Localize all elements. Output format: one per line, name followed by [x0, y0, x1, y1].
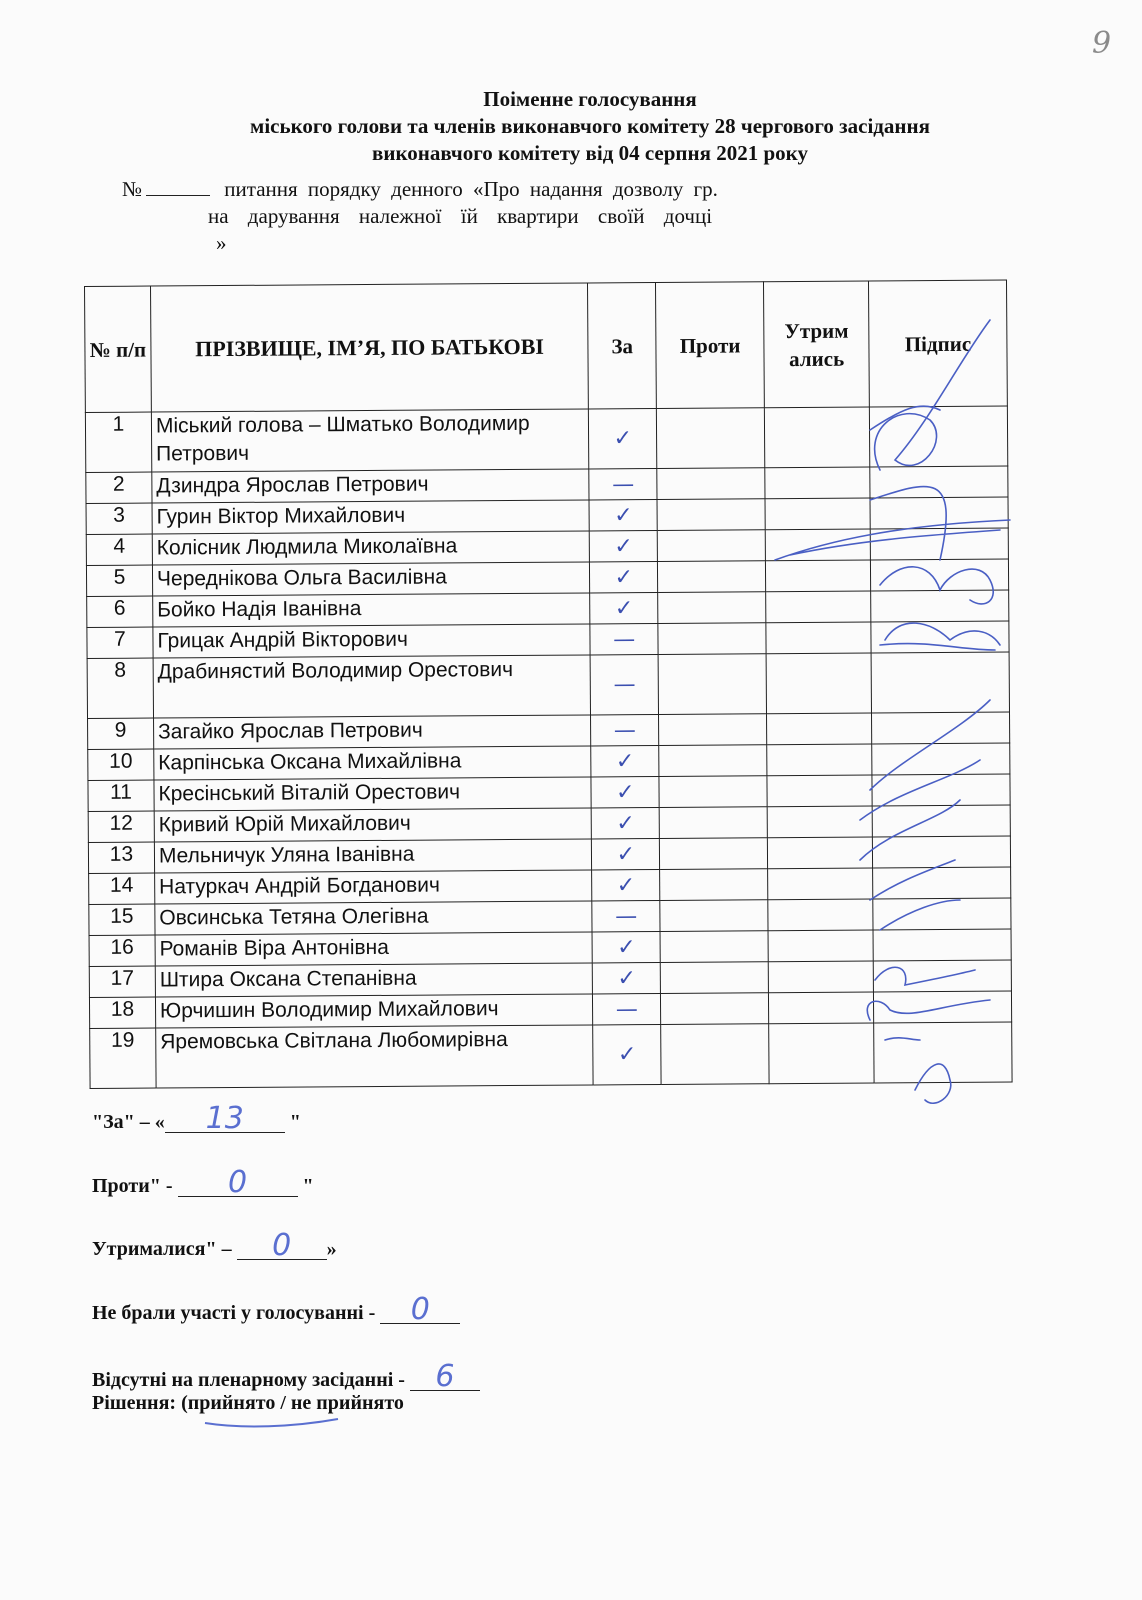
- summary-against-label: Проти" -: [92, 1175, 173, 1197]
- summary-not-participated-value: 0: [380, 1297, 460, 1324]
- voting-table-container: [84, 280, 1013, 1080]
- member-name: Юрчишин Володимир Михайлович: [155, 994, 593, 1028]
- table-header-row: [85, 280, 1008, 412]
- signature-cell: [873, 867, 1011, 899]
- summary-abstained: [92, 1228, 337, 1263]
- vote-abstained-cell: [769, 1023, 874, 1084]
- vote-abstained-cell: [766, 591, 871, 623]
- vote-against-cell: [658, 623, 766, 655]
- vote-against-cell: [657, 499, 765, 531]
- agenda-line-2: на дарування належної їй квартири своїй дочці: [208, 204, 713, 228]
- vote-against-cell: [661, 1024, 769, 1085]
- member-name: Драбинястий Володимир Орестович: [153, 655, 591, 718]
- vote-against-cell: [659, 776, 767, 808]
- row-number: 10: [88, 749, 154, 780]
- signature-cell: [872, 805, 1010, 837]
- header-subtitle: міського голови та членів виконавчого комітету 28 чергового засідання: [250, 114, 930, 138]
- member-name: Колісник Людмила Миколаївна: [152, 531, 590, 565]
- vote-against-cell: [658, 561, 766, 593]
- summary-not-participated-label: Не брали участі у голосуванні -: [92, 1302, 376, 1324]
- row-number: 17: [89, 966, 155, 997]
- vote-for-mark: ✓: [592, 931, 660, 962]
- vote-for-mark: ✓: [592, 869, 660, 900]
- summary-absent-label: Відсутні на пленарному засіданні -: [92, 1369, 405, 1391]
- row-number: 9: [88, 718, 154, 749]
- decision-handwritten-underline: [203, 1413, 343, 1433]
- vote-for-mark: ✓: [591, 776, 659, 807]
- voting-table: [84, 280, 1013, 1089]
- member-name: Грицак Андрій Вікторович: [153, 624, 591, 658]
- signature-cell: [872, 712, 1010, 744]
- header-title: Поіменне голосування: [483, 87, 697, 111]
- signature-cell: [872, 774, 1010, 806]
- vote-for-mark: —: [591, 714, 659, 745]
- summary-abstained-value: 0: [237, 1233, 327, 1260]
- vote-against-cell: [659, 807, 767, 839]
- vote-against-cell: [660, 869, 768, 901]
- vote-against-cell: [657, 530, 765, 562]
- vote-against-cell: [660, 900, 768, 932]
- agenda-number-label: №: [122, 177, 143, 201]
- vote-for-mark: ✓: [590, 593, 658, 624]
- vote-against-cell: [657, 468, 765, 500]
- header-date-line: виконавчого комітету від 04 серпня 2021 року: [372, 141, 808, 165]
- header-name: ПРІЗВИЩЕ, ІМ’Я, ПО БАТЬКОВІ: [150, 283, 588, 412]
- row-number: 3: [86, 503, 152, 534]
- row-number: 2: [86, 472, 152, 503]
- signature-cell: [873, 929, 1011, 961]
- vote-abstained-cell: [766, 622, 871, 654]
- member-name: Гурин Віктор Михайлович: [152, 500, 590, 534]
- vote-abstained-cell: [766, 653, 871, 714]
- vote-for-mark: —: [590, 624, 658, 655]
- member-name: Дзиндра Ярослав Петрович: [152, 469, 590, 503]
- table-row: [85, 406, 1007, 472]
- signature-cell: [871, 621, 1009, 653]
- vote-abstained-cell: [765, 467, 870, 499]
- table-body: [85, 406, 1012, 1088]
- header-against: Проти: [656, 282, 765, 409]
- vote-for-mark: ✓: [589, 500, 657, 531]
- vote-for-mark: ✓: [593, 1024, 661, 1084]
- row-number: 5: [86, 565, 152, 596]
- summary-for-close: ": [289, 1111, 301, 1133]
- vote-against-cell: [659, 745, 767, 777]
- summary-abstained-label: Утрималися" –: [92, 1238, 232, 1260]
- document-header: [100, 86, 1080, 167]
- member-name: Овсинська Тетяна Олегівна: [155, 901, 593, 935]
- signature-cell: [874, 1022, 1012, 1083]
- signature-cell: [870, 528, 1008, 560]
- vote-for-mark: ✓: [591, 807, 659, 838]
- vote-abstained-cell: [768, 868, 873, 900]
- summary-for: [92, 1101, 301, 1136]
- summary-against-value: 0: [178, 1170, 298, 1197]
- row-number: 6: [87, 596, 153, 627]
- row-number: 18: [89, 997, 155, 1028]
- vote-against-cell: [658, 592, 766, 624]
- summary-for-label: "За" – «: [92, 1111, 165, 1133]
- table-row: [90, 1022, 1012, 1088]
- header-signature: Підпис: [869, 280, 1008, 407]
- table-row: [87, 652, 1009, 718]
- summary-against-close: ": [302, 1175, 314, 1197]
- header-for: За: [588, 283, 657, 409]
- vote-against-cell: [659, 714, 767, 746]
- member-name: Яремовська Світлана Любомирівна: [156, 1025, 594, 1088]
- signature-cell: [869, 406, 1007, 467]
- summary-abstained-close: »: [326, 1238, 337, 1260]
- member-name: Міський голова – Шматько Володимир Петрович: [151, 409, 589, 472]
- signature-cell: [870, 497, 1008, 529]
- member-name: Карпінська Оксана Михайлівна: [154, 746, 592, 780]
- header-abstained: Утрим ались: [764, 281, 870, 408]
- member-name: Натуркач Андрій Богданович: [155, 870, 593, 904]
- summary-against: [92, 1165, 314, 1200]
- vote-against-cell: [660, 931, 768, 963]
- agenda-line-3: »: [216, 231, 227, 255]
- member-name: Бойко Надія Іванівна: [153, 593, 591, 627]
- decision-line: Рішення: (прийнято / не прийнято: [92, 1392, 404, 1414]
- row-number: 11: [88, 780, 154, 811]
- vote-for-mark: ✓: [590, 562, 658, 593]
- vote-abstained-cell: [767, 806, 872, 838]
- signature-cell: [870, 466, 1008, 498]
- vote-against-cell: [660, 962, 768, 994]
- vote-abstained-cell: [767, 713, 872, 745]
- vote-abstained-cell: [768, 837, 873, 869]
- summary-for-value: 13: [165, 1106, 285, 1133]
- row-number: 15: [89, 904, 155, 935]
- vote-against-cell: [657, 408, 765, 469]
- signature-cell: [871, 590, 1009, 622]
- vote-abstained-cell: [765, 407, 870, 468]
- row-number: 7: [87, 627, 153, 658]
- row-number: 1: [85, 412, 151, 472]
- row-number: 13: [88, 842, 154, 873]
- agenda-line-1: [122, 176, 718, 202]
- vote-abstained-cell: [768, 961, 873, 993]
- row-number: 8: [87, 658, 153, 718]
- vote-abstained-cell: [769, 992, 874, 1024]
- row-number: 16: [89, 935, 155, 966]
- vote-for-mark: —: [590, 654, 658, 714]
- signature-cell: [871, 559, 1009, 591]
- member-name: Штира Оксана Степанівна: [155, 963, 593, 997]
- signature-cell: [873, 960, 1011, 992]
- agenda-text-1: питання порядку денного «Про надання дозволу гр.: [224, 177, 718, 201]
- vote-for-mark: —: [592, 900, 660, 931]
- member-name: Романів Віра Антонівна: [155, 932, 593, 966]
- signature-cell: [872, 836, 1010, 868]
- header-num: № п/п: [85, 286, 152, 412]
- row-number: 14: [89, 873, 155, 904]
- vote-for-mark: ✓: [591, 745, 659, 776]
- agenda-number-blank: [146, 177, 210, 196]
- vote-abstained-cell: [767, 744, 872, 776]
- summary-absent: [92, 1359, 480, 1394]
- vote-for-mark: ✓: [590, 531, 658, 562]
- vote-for-mark: ✓: [589, 409, 657, 469]
- vote-abstained-cell: [765, 529, 870, 561]
- page-number: 9: [1092, 26, 1112, 61]
- vote-against-cell: [660, 838, 768, 870]
- member-name: Кривий Юрій Михайлович: [154, 808, 592, 842]
- vote-abstained-cell: [765, 498, 870, 530]
- row-number: 4: [86, 534, 152, 565]
- member-name: Череднікова Ольга Василівна: [152, 562, 590, 596]
- summary-not-participated: [92, 1292, 460, 1327]
- vote-abstained-cell: [767, 775, 872, 807]
- signature-cell: [872, 743, 1010, 775]
- vote-abstained-cell: [768, 930, 873, 962]
- vote-for-mark: —: [589, 469, 657, 500]
- member-name: Загайко Ярослав Петрович: [153, 715, 591, 749]
- vote-abstained-cell: [768, 899, 873, 931]
- member-name: Кресінський Віталій Орестович: [154, 777, 592, 811]
- summary-absent-value: 6: [410, 1364, 480, 1391]
- row-number: 19: [90, 1028, 156, 1088]
- vote-for-mark: ✓: [593, 962, 661, 993]
- member-name: Мельничук Уляна Іванівна: [154, 839, 592, 873]
- vote-for-mark: —: [593, 993, 661, 1024]
- vote-against-cell: [658, 654, 766, 715]
- vote-against-cell: [661, 993, 769, 1025]
- signature-cell: [871, 652, 1009, 713]
- vote-for-mark: ✓: [592, 838, 660, 869]
- signature-cell: [873, 898, 1011, 930]
- signature-cell: [874, 991, 1012, 1023]
- vote-abstained-cell: [766, 560, 871, 592]
- row-number: 12: [88, 811, 154, 842]
